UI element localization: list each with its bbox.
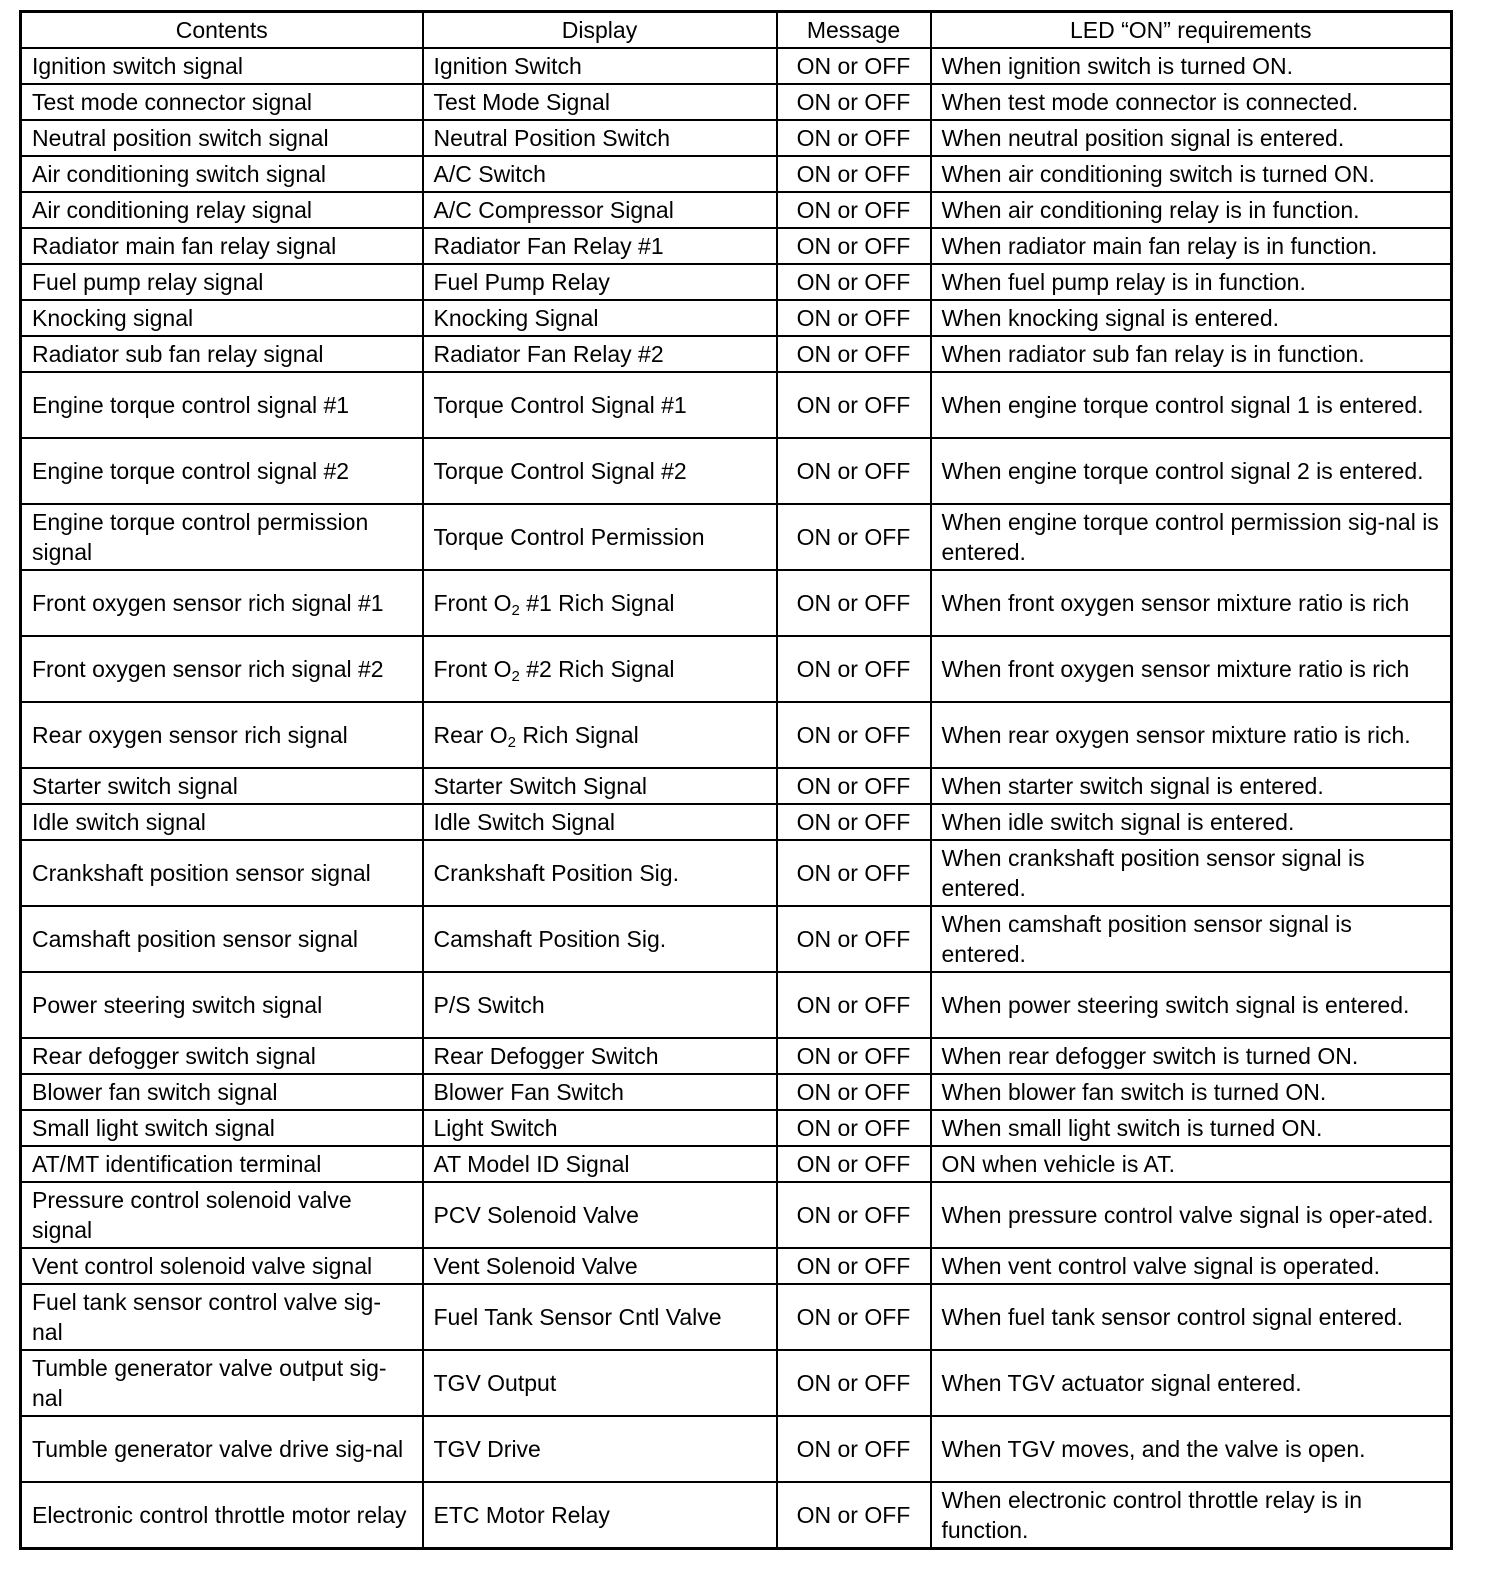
- display-text-suffix: #1 Rich Signal: [519, 590, 675, 616]
- cell-display: Crankshaft Position Sig.: [423, 840, 777, 906]
- table-row: [21, 84, 1452, 120]
- cell-contents: Test mode connector signal: [21, 84, 423, 120]
- table-row: [21, 438, 1452, 504]
- table-row: [21, 504, 1452, 570]
- table-row: [21, 768, 1452, 804]
- cell-led-requirement: When camshaft position sensor signal is entered.: [931, 906, 1452, 972]
- cell-display: Torque Control Permission: [423, 504, 777, 570]
- cell-led-requirement: When blower fan switch is turned ON.: [931, 1074, 1452, 1110]
- cell-message: ON or OFF: [777, 438, 931, 504]
- display-subscript: 2: [507, 734, 516, 751]
- cell-message: ON or OFF: [777, 1110, 931, 1146]
- cell-message: ON or OFF: [777, 84, 931, 120]
- table-row: [21, 840, 1452, 906]
- display-subscript: 2: [511, 602, 520, 619]
- cell-led-requirement: When crankshaft position sensor signal is entered.: [931, 840, 1452, 906]
- display-text-prefix: Rear O: [433, 722, 508, 748]
- table-row: [21, 906, 1452, 972]
- cell-display: Torque Control Signal #1: [423, 372, 777, 438]
- cell-contents: Camshaft position sensor signal: [21, 906, 423, 972]
- cell-display: Test Mode Signal: [423, 84, 777, 120]
- cell-display: Neutral Position Switch: [423, 120, 777, 156]
- cell-contents: Power steering switch signal: [21, 972, 423, 1038]
- cell-led-requirement: When knocking signal is entered.: [931, 300, 1452, 336]
- cell-contents: Engine torque control signal #1: [21, 372, 423, 438]
- cell-display: Radiator Fan Relay #2: [423, 336, 777, 372]
- cell-message: ON or OFF: [777, 48, 931, 84]
- cell-led-requirement: When neutral position signal is entered.: [931, 120, 1452, 156]
- table-row: [21, 570, 1452, 636]
- cell-led-requirement: When small light switch is turned ON.: [931, 1110, 1452, 1146]
- cell-led-requirement: When idle switch signal is entered.: [931, 804, 1452, 840]
- cell-contents: Blower fan switch signal: [21, 1074, 423, 1110]
- cell-led-requirement: When pressure control valve signal is oper-ated.: [931, 1182, 1452, 1248]
- cell-message: ON or OFF: [777, 336, 931, 372]
- cell-message: ON or OFF: [777, 1416, 931, 1482]
- table-row: [21, 1350, 1452, 1416]
- cell-display: Light Switch: [423, 1110, 777, 1146]
- cell-contents: Rear defogger switch signal: [21, 1038, 423, 1074]
- cell-message: ON or OFF: [777, 768, 931, 804]
- display-text-prefix: Front O: [433, 590, 512, 616]
- cell-display: Fuel Tank Sensor Cntl Valve: [423, 1284, 777, 1350]
- table-row: [21, 1074, 1452, 1110]
- cell-led-requirement: ON when vehicle is AT.: [931, 1146, 1452, 1182]
- cell-display: Rear Defogger Switch: [423, 1038, 777, 1074]
- cell-message: ON or OFF: [777, 504, 931, 570]
- cell-display: TGV Output: [423, 1350, 777, 1416]
- cell-message: ON or OFF: [777, 156, 931, 192]
- cell-display: Vent Solenoid Valve: [423, 1248, 777, 1284]
- cell-contents: Tumble generator valve drive sig-nal: [21, 1416, 423, 1482]
- cell-display: TGV Drive: [423, 1416, 777, 1482]
- cell-led-requirement: When rear oxygen sensor mixture ratio is rich.: [931, 702, 1452, 768]
- table-row: [21, 1038, 1452, 1074]
- table-row: [21, 972, 1452, 1038]
- cell-message: ON or OFF: [777, 702, 931, 768]
- table-row: [21, 228, 1452, 264]
- display-text-suffix: Rich Signal: [515, 722, 639, 748]
- table-row: [21, 1482, 1452, 1549]
- cell-led-requirement: When engine torque control signal 1 is entered.: [931, 372, 1452, 438]
- cell-contents: Engine torque control signal #2: [21, 438, 423, 504]
- cell-contents: Front oxygen sensor rich signal #2: [21, 636, 423, 702]
- cell-led-requirement: When ignition switch is turned ON.: [931, 48, 1452, 84]
- cell-contents: Front oxygen sensor rich signal #1: [21, 570, 423, 636]
- cell-led-requirement: When TGV actuator signal entered.: [931, 1350, 1452, 1416]
- cell-message: ON or OFF: [777, 1482, 931, 1549]
- cell-led-requirement: When engine torque control permission sig-nal is entered.: [931, 504, 1452, 570]
- led-requirements-table: [19, 10, 1453, 1550]
- cell-display: Knocking Signal: [423, 300, 777, 336]
- cell-message: ON or OFF: [777, 228, 931, 264]
- led-requirements-table-container: [19, 10, 1450, 1550]
- display-text-suffix: #2 Rich Signal: [519, 656, 675, 682]
- cell-message: ON or OFF: [777, 1248, 931, 1284]
- cell-led-requirement: When radiator sub fan relay is in function.: [931, 336, 1452, 372]
- cell-contents: Crankshaft position sensor signal: [21, 840, 423, 906]
- cell-display: AT Model ID Signal: [423, 1146, 777, 1182]
- cell-display: Blower Fan Switch: [423, 1074, 777, 1110]
- cell-led-requirement: When air conditioning relay is in function.: [931, 192, 1452, 228]
- cell-led-requirement: When fuel pump relay is in function.: [931, 264, 1452, 300]
- cell-led-requirement: When radiator main fan relay is in function.: [931, 228, 1452, 264]
- cell-contents: Tumble generator valve output sig-nal: [21, 1350, 423, 1416]
- cell-led-requirement: When vent control valve signal is operated.: [931, 1248, 1452, 1284]
- cell-message: ON or OFF: [777, 1182, 931, 1248]
- cell-contents: Radiator main fan relay signal: [21, 228, 423, 264]
- cell-contents: Neutral position switch signal: [21, 120, 423, 156]
- cell-message: ON or OFF: [777, 192, 931, 228]
- cell-led-requirement: When front oxygen sensor mixture ratio is rich: [931, 570, 1452, 636]
- cell-display: ETC Motor Relay: [423, 1482, 777, 1549]
- cell-contents: Starter switch signal: [21, 768, 423, 804]
- display-subscript: 2: [511, 668, 520, 685]
- table-row: [21, 804, 1452, 840]
- cell-led-requirement: When test mode connector is connected.: [931, 84, 1452, 120]
- cell-display: Torque Control Signal #2: [423, 438, 777, 504]
- table-row: [21, 300, 1452, 336]
- cell-contents: Knocking signal: [21, 300, 423, 336]
- cell-display: [423, 636, 777, 702]
- table-row: [21, 702, 1452, 768]
- header-message: Message: [777, 12, 931, 49]
- cell-message: ON or OFF: [777, 1038, 931, 1074]
- table-row: [21, 264, 1452, 300]
- cell-display: [423, 570, 777, 636]
- cell-contents: Fuel tank sensor control valve sig-nal: [21, 1284, 423, 1350]
- cell-message: ON or OFF: [777, 636, 931, 702]
- cell-display: Ignition Switch: [423, 48, 777, 84]
- cell-led-requirement: When front oxygen sensor mixture ratio is rich: [931, 636, 1452, 702]
- table-row: [21, 636, 1452, 702]
- table-row: [21, 1284, 1452, 1350]
- cell-contents: Small light switch signal: [21, 1110, 423, 1146]
- table-row: [21, 1416, 1452, 1482]
- cell-contents: Electronic control throttle motor relay: [21, 1482, 423, 1549]
- cell-contents: Engine torque control permission signal: [21, 504, 423, 570]
- cell-message: ON or OFF: [777, 1146, 931, 1182]
- cell-display: Fuel Pump Relay: [423, 264, 777, 300]
- table-row: [21, 1248, 1452, 1284]
- cell-message: ON or OFF: [777, 1074, 931, 1110]
- cell-contents: Pressure control solenoid valve signal: [21, 1182, 423, 1248]
- cell-message: ON or OFF: [777, 372, 931, 438]
- cell-led-requirement: When engine torque control signal 2 is entered.: [931, 438, 1452, 504]
- cell-contents: Vent control solenoid valve signal: [21, 1248, 423, 1284]
- table-row: [21, 336, 1452, 372]
- cell-led-requirement: When rear defogger switch is turned ON.: [931, 1038, 1452, 1074]
- cell-led-requirement: When TGV moves, and the valve is open.: [931, 1416, 1452, 1482]
- cell-contents: AT/MT identification terminal: [21, 1146, 423, 1182]
- table-row: [21, 48, 1452, 84]
- cell-display: A/C Switch: [423, 156, 777, 192]
- table-row: [21, 372, 1452, 438]
- cell-message: ON or OFF: [777, 570, 931, 636]
- header-led-requirements: LED “ON” requirements: [931, 12, 1452, 49]
- cell-display: Radiator Fan Relay #1: [423, 228, 777, 264]
- cell-display: Camshaft Position Sig.: [423, 906, 777, 972]
- table-row: [21, 156, 1452, 192]
- cell-display: [423, 702, 777, 768]
- cell-message: ON or OFF: [777, 300, 931, 336]
- cell-display: Starter Switch Signal: [423, 768, 777, 804]
- cell-message: ON or OFF: [777, 906, 931, 972]
- cell-message: ON or OFF: [777, 1350, 931, 1416]
- table-row: [21, 1110, 1452, 1146]
- cell-display: A/C Compressor Signal: [423, 192, 777, 228]
- display-text-prefix: Front O: [433, 656, 512, 682]
- table-row: [21, 1182, 1452, 1248]
- cell-led-requirement: When fuel tank sensor control signal entered.: [931, 1284, 1452, 1350]
- cell-message: ON or OFF: [777, 972, 931, 1038]
- header-display: Display: [423, 12, 777, 49]
- cell-led-requirement: When power steering switch signal is entered.: [931, 972, 1452, 1038]
- cell-led-requirement: When starter switch signal is entered.: [931, 768, 1452, 804]
- cell-contents: Idle switch signal: [21, 804, 423, 840]
- table-row: [21, 120, 1452, 156]
- cell-message: ON or OFF: [777, 804, 931, 840]
- cell-contents: Ignition switch signal: [21, 48, 423, 84]
- cell-display: P/S Switch: [423, 972, 777, 1038]
- cell-contents: Radiator sub fan relay signal: [21, 336, 423, 372]
- cell-display: PCV Solenoid Valve: [423, 1182, 777, 1248]
- table-header-row: [21, 12, 1452, 49]
- table-body: [21, 48, 1452, 1549]
- cell-display: Idle Switch Signal: [423, 804, 777, 840]
- cell-contents: Air conditioning relay signal: [21, 192, 423, 228]
- cell-message: ON or OFF: [777, 840, 931, 906]
- cell-contents: Fuel pump relay signal: [21, 264, 423, 300]
- cell-message: ON or OFF: [777, 264, 931, 300]
- cell-contents: Air conditioning switch signal: [21, 156, 423, 192]
- cell-contents: Rear oxygen sensor rich signal: [21, 702, 423, 768]
- table-row: [21, 192, 1452, 228]
- table-row: [21, 1146, 1452, 1182]
- cell-message: ON or OFF: [777, 1284, 931, 1350]
- cell-message: ON or OFF: [777, 120, 931, 156]
- header-contents: Contents: [21, 12, 423, 49]
- cell-led-requirement: When electronic control throttle relay is in function.: [931, 1482, 1452, 1549]
- cell-led-requirement: When air conditioning switch is turned ON.: [931, 156, 1452, 192]
